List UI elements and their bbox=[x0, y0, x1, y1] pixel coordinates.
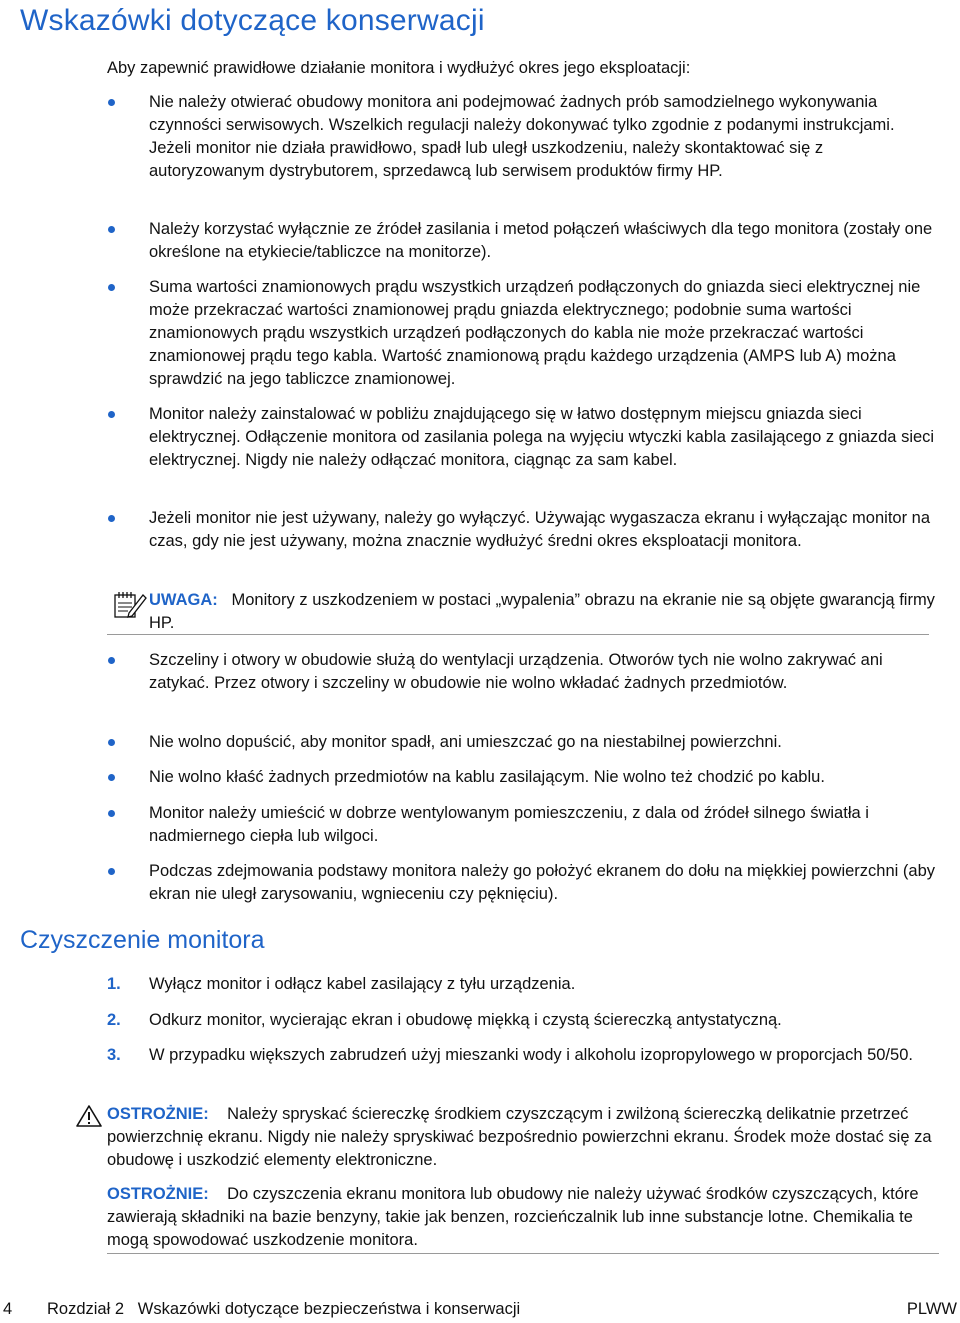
list-item bbox=[107, 507, 937, 553]
step-number: 1. bbox=[107, 975, 121, 993]
note-label: UWAGA: bbox=[149, 591, 218, 609]
step-item bbox=[107, 1044, 937, 1067]
list-item-text: Suma wartości znamionowych prądu wszystkich urządzeń podłączonych do gniazda sieci elektrycznej nie może przekraczać wartości znamionowej prądu gniazda elektrycznego; podobnie suma wartości znamionowych prądu wszystkich urządzeń podłączonych do kabla nie może przekraczać wartości znamionowej prądu tego kabla. Wartość znamionową prądu każdego urządzenia (AMPS lub A) można sprawdzić na jego tabliczce znamionowej. bbox=[149, 278, 921, 388]
list-item-text: Monitor należy zainstalować w pobliżu znajdującego się w łatwo dostępnym miejscu gniazda sieci elektrycznej. Odłączenie monitora od zasilania polega na wyjęciu wtyczki kabla zasilającego z gniazda sieci elektrycznej. Nigdy nie należy odłączać monitora, ciągnąc za sam kabel. bbox=[149, 405, 935, 469]
step-item bbox=[107, 973, 937, 996]
list-item-text: Nie wolno dopuścić, aby monitor spadł, ani umieszczać go na niestabilnej powierzchni. bbox=[149, 733, 782, 751]
list-item-text: Nie należy otwierać obudowy monitora ani podejmować żadnych prób samodzielnego wykonywania czynności serwisowych. Wszelkich regulacji należy dokonywać tylko zgodnie z podanymi instrukcjami. Jeżeli monitor nie działa prawidłowo, spadł lub uległ uszkodzeniu, należy skontaktować się z autoryzowanym dystrybutorem, sprzedawcą lub serwisem produktów firmy HP. bbox=[149, 93, 895, 180]
list-item bbox=[107, 403, 937, 472]
list-item bbox=[107, 91, 937, 183]
caution-label: OSTROŻNIE: bbox=[107, 1185, 209, 1203]
list-item bbox=[107, 802, 937, 848]
list-item bbox=[107, 276, 937, 391]
note-box bbox=[107, 588, 935, 635]
caution-label: OSTROŻNIE: bbox=[107, 1105, 209, 1123]
caution-text: Należy spryskać ściereczkę środkiem czyszczącym i zwilżoną ściereczką delikatnie przetrzeć powierzchnię ekranu. Nigdy nie należy spryskiwać bezpośrednio powierzchni ekranu. Środek może dostać się za obudowę i uszkodzić elementy elektroniczne. bbox=[107, 1105, 932, 1169]
list-item-text: Podczas zdejmowania podstawy monitora należy go położyć ekranem do dołu na miękkiej powierzchni (aby ekran nie uległ zarysowaniu, wgnieceniu czy pęknięciu). bbox=[149, 862, 935, 903]
caution-box bbox=[107, 1183, 939, 1254]
page-title: Wskazówki dotyczące konserwacji bbox=[20, 4, 485, 37]
list-item bbox=[107, 649, 937, 695]
list-item bbox=[107, 860, 937, 906]
list-item-text: Nie wolno kłaść żadnych przedmiotów na kablu zasilającym. Nie wolno też chodzić po kablu. bbox=[149, 768, 825, 786]
step-item bbox=[107, 1009, 937, 1032]
warning-triangle-icon bbox=[76, 1104, 102, 1128]
step-text: W przypadku większych zabrudzeń użyj mieszanki wody i alkoholu izopropylowego w proporcjach 50/50. bbox=[149, 1046, 913, 1064]
list-item-text: Monitor należy umieścić w dobrze wentylowanym pomieszczeniu, z dala od źródeł silnego światła i nadmiernego ciepła lub wilgoci. bbox=[149, 804, 869, 845]
list-item bbox=[107, 766, 937, 789]
bullet-icon bbox=[108, 226, 115, 233]
list-item bbox=[107, 218, 937, 264]
caution-text: Do czyszczenia ekranu monitora lub obudowy nie należy używać środków czyszczących, które zawierają składniki na bazie benzyny, takie jak benzen, rozcieńczalnik lub inne substancje lotne. Chemikalia te mogą spowodować uszkodzenie monitora. bbox=[107, 1185, 919, 1249]
section-title: Czyszczenie monitora bbox=[20, 926, 265, 954]
step-number: 2. bbox=[107, 1011, 121, 1029]
bullet-icon bbox=[108, 774, 115, 781]
list-item bbox=[107, 731, 937, 754]
list-item-text: Szczeliny i otwory w obudowie służą do wentylacji urządzenia. Otworów tych nie wolno zakrywać ani zatykać. Przez otwory i szczeliny w obudowie nie wolno wkładać żadnych przedmiotów. bbox=[149, 651, 883, 692]
note-pad-icon bbox=[113, 589, 147, 619]
bullet-icon bbox=[108, 739, 115, 746]
bullet-icon bbox=[108, 657, 115, 664]
bullet-icon bbox=[108, 810, 115, 817]
note-text: Monitory z uszkodzeniem w postaci „wypalenia” obrazu na ekranie nie są objęte gwarancją firmy HP. bbox=[149, 591, 935, 632]
caution-box bbox=[107, 1103, 939, 1172]
list-item-text: Jeżeli monitor nie jest używany, należy go wyłączyć. Używając wygaszacza ekranu i wyłączając monitor na czas, gdy nie jest używany, można znacznie wydłużyć średni okres eksploatacji monitora. bbox=[149, 509, 931, 550]
bullet-icon bbox=[108, 411, 115, 418]
language-code: PLWW bbox=[906, 1300, 957, 1318]
step-text: Wyłącz monitor i odłącz kabel zasilający z tyłu urządzenia. bbox=[149, 975, 576, 993]
step-number: 3. bbox=[107, 1046, 121, 1064]
step-text: Odkurz monitor, wycierając ekran i obudowę miękką i czystą ściereczką antystatyczną. bbox=[149, 1011, 782, 1029]
list-item-text: Należy korzystać wyłącznie ze źródeł zasilania i metod połączeń właściwych dla tego monitora (zostały one określone na etykiecie/tabliczce na monitorze). bbox=[149, 220, 933, 261]
bullet-icon bbox=[108, 515, 115, 522]
bullet-icon bbox=[108, 868, 115, 875]
chapter-title: Rozdział 2 Wskazówki dotyczące bezpieczeństwa i konserwacji bbox=[47, 1300, 521, 1318]
page-number: 4 bbox=[3, 1300, 13, 1318]
bullet-icon bbox=[108, 99, 115, 106]
intro-text: Aby zapewnić prawidłowe działanie monitora i wydłużyć okres jego eksploatacji: bbox=[107, 59, 691, 77]
bullet-icon bbox=[108, 284, 115, 291]
